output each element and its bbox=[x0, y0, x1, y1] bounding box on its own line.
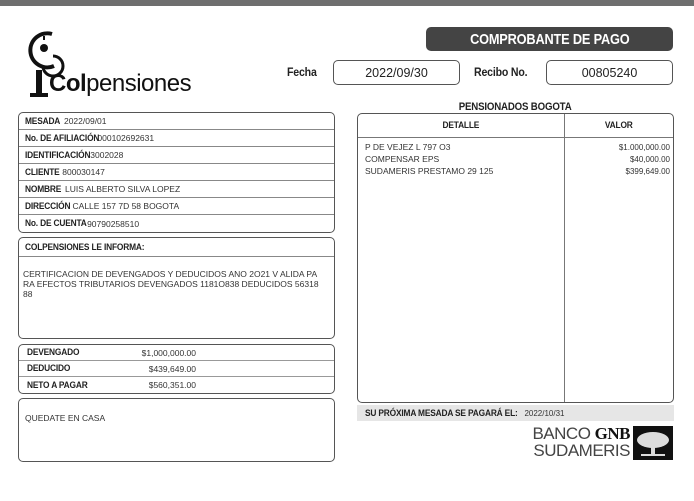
info-label: IDENTIFICACIÓN bbox=[25, 149, 91, 161]
info-row bbox=[19, 147, 334, 164]
bank-logo bbox=[520, 425, 630, 459]
info-label: No. DE CUENTA bbox=[25, 218, 87, 229]
tree-icon bbox=[633, 426, 673, 460]
next-payment-label: SU PRÓXIMA MESADA SE PAGARÁ EL: bbox=[365, 407, 518, 419]
top-bar bbox=[0, 0, 694, 6]
detail-table bbox=[357, 113, 674, 403]
document-title-bar bbox=[426, 27, 673, 51]
bank-name-b: GNB bbox=[594, 424, 630, 443]
document-title: COMPROBANTE DE PAGO bbox=[469, 30, 630, 48]
info-label: NOMBRE bbox=[25, 183, 62, 195]
fecha-label: Fecha bbox=[287, 65, 317, 79]
fecha-value: 2022/09/30 bbox=[365, 65, 428, 80]
recibo-label: Recibo No. bbox=[474, 65, 528, 79]
total-row bbox=[19, 345, 334, 361]
recibo-value: 00805240 bbox=[581, 65, 638, 80]
bank-name-a: BANCO bbox=[532, 424, 595, 443]
notice-box bbox=[18, 237, 335, 339]
total-label: DEDUCIDO bbox=[27, 363, 71, 374]
message-text: QUEDATE EN CASA bbox=[25, 413, 106, 423]
info-value: CALLE 157 7D 58 BOGOTA bbox=[72, 201, 180, 211]
bank-name-c: SUDAMERIS bbox=[533, 441, 630, 460]
logo-text-bold: Col bbox=[49, 70, 87, 97]
info-row bbox=[19, 181, 334, 198]
next-payment-band bbox=[357, 405, 674, 421]
total-label: NETO A PAGAR bbox=[27, 379, 88, 391]
detail-amount: $1.000,000.00 bbox=[618, 142, 670, 152]
info-value: LUIS ALBERTO SILVA LOPEZ bbox=[65, 184, 181, 194]
col-valor: VALOR bbox=[604, 120, 633, 131]
info-row bbox=[19, 198, 334, 215]
detail-row bbox=[358, 165, 673, 177]
notice-title: COLPENSIONES LE INFORMA: bbox=[25, 241, 145, 253]
info-value: 90790258510 bbox=[87, 218, 140, 229]
info-row bbox=[19, 130, 334, 147]
info-row bbox=[19, 164, 334, 181]
colpensiones-logo bbox=[16, 26, 191, 100]
pensioner-info bbox=[18, 112, 335, 233]
info-value: 3002028 bbox=[90, 150, 124, 160]
info-label: DIRECCIÓN bbox=[25, 200, 71, 212]
detail-concept: COMPENSAR EPS bbox=[365, 154, 440, 164]
info-row bbox=[19, 113, 334, 130]
total-label: DEVENGADO bbox=[27, 347, 80, 358]
info-value: 800030147 bbox=[62, 167, 105, 177]
recibo-field bbox=[546, 60, 673, 85]
info-value: 000102692631 bbox=[97, 133, 155, 143]
total-value: $560,351.00 bbox=[148, 380, 196, 390]
info-label: CLIENTE bbox=[25, 166, 60, 178]
info-label: MESADA bbox=[25, 115, 61, 127]
fecha-field bbox=[333, 60, 460, 85]
detail-header bbox=[358, 114, 673, 138]
info-row bbox=[19, 215, 334, 232]
col-detalle: DETALLE bbox=[442, 120, 480, 131]
totals-box bbox=[18, 344, 335, 394]
message-box bbox=[18, 398, 335, 462]
total-value: $1,000,000.00 bbox=[141, 347, 196, 358]
logo-text: pensiones bbox=[86, 70, 192, 97]
info-label: No. DE AFILIACIÓN bbox=[25, 132, 100, 144]
detail-amount: $40,000.00 bbox=[629, 154, 670, 164]
total-row bbox=[19, 361, 334, 377]
total-value: $439,649.00 bbox=[148, 363, 196, 374]
info-value: 2022/09/01 bbox=[63, 116, 107, 126]
detail-concept: SUDAMERIS PRESTAMO 29 125 bbox=[365, 166, 494, 176]
subtitle-text: PENSIONADOS BOGOTA bbox=[459, 101, 572, 113]
next-payment-date: 2022/10/31 bbox=[524, 408, 565, 418]
total-row bbox=[19, 377, 334, 393]
notice-body: CERTIFICACION DE DEVENGADOS Y DEDUCIDOS ANO 2O21 V ALIDA PARA EFECTOS TRIBUTARIOS DEVENGADOS 1181O838 DEDUCIDOS 5631888 bbox=[23, 269, 319, 299]
detail-row bbox=[358, 153, 673, 165]
detail-row bbox=[358, 141, 673, 153]
detail-concept: P DE VEJEZ L 797 O3 bbox=[365, 142, 451, 152]
detail-amount: $399,649.00 bbox=[625, 166, 670, 176]
